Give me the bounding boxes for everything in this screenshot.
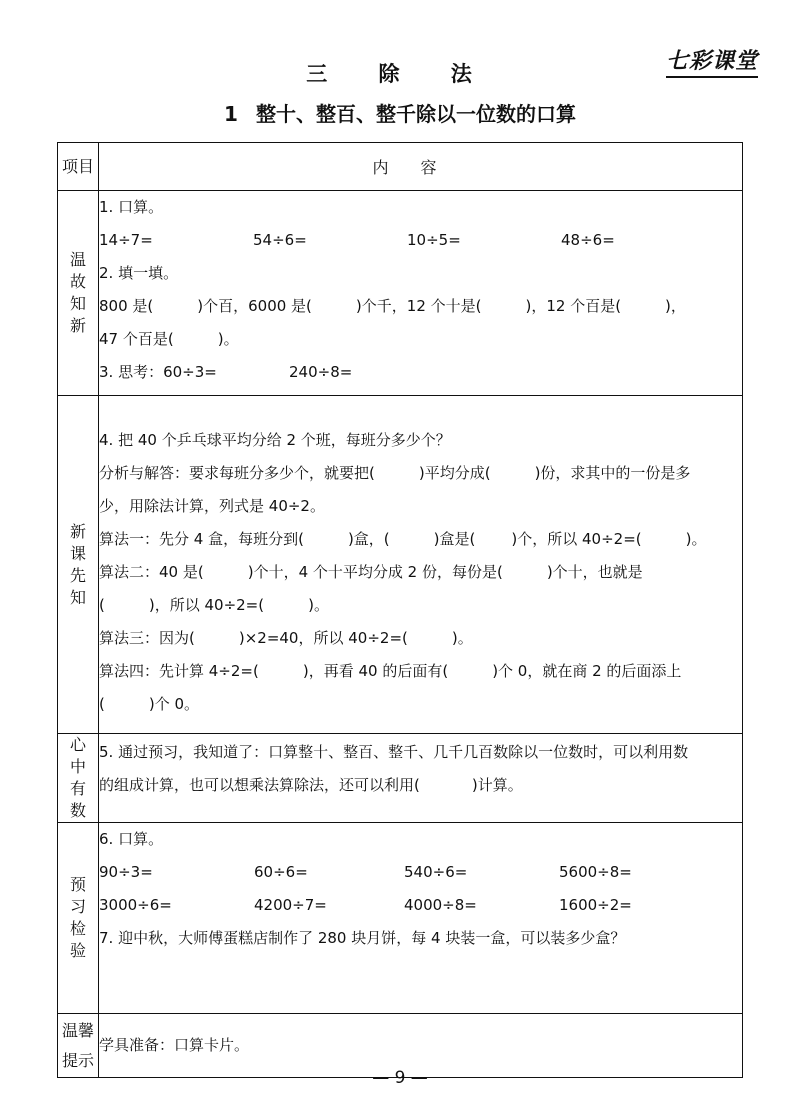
section-content-summary: [99, 734, 743, 823]
section-content-review: [99, 191, 743, 396]
q6-item: 1600÷2=: [559, 896, 632, 914]
section-label-tips: 温馨 提示: [58, 1014, 99, 1078]
q6-row2: [99, 889, 742, 922]
q6-item: 90÷3=: [99, 863, 153, 881]
section-content-preview-check: [99, 823, 743, 1014]
q6-item: 3000÷6=: [99, 896, 172, 914]
q6-row1: [99, 856, 742, 889]
analysis-line1: 分析与解答：要求每班分多少个，就要把( )平均分成( )份，求其中的一份是多: [99, 464, 691, 482]
lesson-number: 1: [224, 102, 238, 126]
method3-line: 算法三：因为( )×2=40，所以 40÷2=( )。: [99, 629, 473, 647]
summary-line2: 的组成计算，也可以想乘法算除法，还可以利用( )计算。: [99, 776, 523, 794]
q6-item: 4200÷7=: [254, 896, 327, 914]
column-header-label: 项目: [58, 143, 99, 191]
column-header-content: 内容: [99, 143, 743, 191]
q6-item: 60÷6=: [254, 863, 308, 881]
section-label-summary: 心中有数: [58, 734, 99, 823]
chapter-title: 三 除 法: [306, 62, 494, 86]
q1-item: 48÷6=: [561, 231, 615, 249]
lesson-title: [0, 98, 800, 127]
section-review: [58, 191, 743, 396]
q3-line: 3. 思考：60÷3= 240÷8=: [99, 363, 353, 381]
q2-line2: 47 个百是( )。: [99, 330, 239, 348]
q7-text: 7. 迎中秋，大师傅蛋糕店制作了 280 块月饼，每 4 块装一盒，可以装多少盒？: [99, 929, 626, 947]
method1-line: 算法一：先分 4 盒，每班分到( )盒，( )盒是( )个，所以 40÷2=( )。: [99, 530, 707, 548]
q2-line1: 800 是( )个百，6000 是( )个千，12 个十是( )，12 个百是( )，: [99, 297, 686, 315]
section-label-new-lesson: 新课先知: [58, 396, 99, 734]
page-number: — 9 —: [372, 1068, 428, 1088]
section-new-lesson: [58, 396, 743, 734]
q6-item: 540÷6=: [404, 863, 468, 881]
q6-item: 4000÷8=: [404, 896, 477, 914]
summary-line1: 5. 通过预习，我知道了：口算整十、整百、整千、几千几百数除以一位数时，可以利用数: [99, 743, 689, 761]
q4-title: 4. 把 40 个乒乓球平均分给 2 个班，每班分多少个？: [99, 431, 451, 449]
method4-line2: ( )个 0。: [99, 695, 200, 713]
section-summary: [58, 734, 743, 823]
lesson-title-text: 整十、整百、整千除以一位数的口算: [255, 102, 576, 126]
analysis-line2: 少，用除法计算，列式是 40÷2。: [99, 497, 325, 515]
brand-logo: 七彩课堂: [666, 44, 758, 78]
method4-line1: 算法四：先计算 4÷2=( )，再看 40 的后面有( )个 0，就在商 2 的后面添上: [99, 662, 682, 680]
section-label-preview-check: 预习检验: [58, 823, 99, 1014]
q1-title: 1. 口算。: [99, 198, 164, 216]
q1-item: 10÷5=: [407, 231, 461, 249]
q2-title: 2. 填一填。: [99, 264, 179, 282]
q1-item: 14÷7=: [99, 231, 153, 249]
q6-item: 5600÷8=: [559, 863, 632, 881]
q1-items: [99, 224, 742, 257]
q1-item: 54÷6=: [253, 231, 307, 249]
method2-line1: 算法二：40 是( )个十，4 个十平均分成 2 份，每份是( )个十，也就是: [99, 563, 643, 581]
method2-line2: ( )，所以 40÷2=( )。: [99, 596, 329, 614]
section-preview-check: [58, 823, 743, 1014]
section-label-review: 温故知新: [58, 191, 99, 396]
q6-title: 6. 口算。: [99, 830, 164, 848]
section-content-new-lesson: [99, 396, 743, 734]
tips-text: 学具准备：口算卡片。: [99, 1036, 250, 1054]
worksheet-table: [57, 142, 743, 1078]
